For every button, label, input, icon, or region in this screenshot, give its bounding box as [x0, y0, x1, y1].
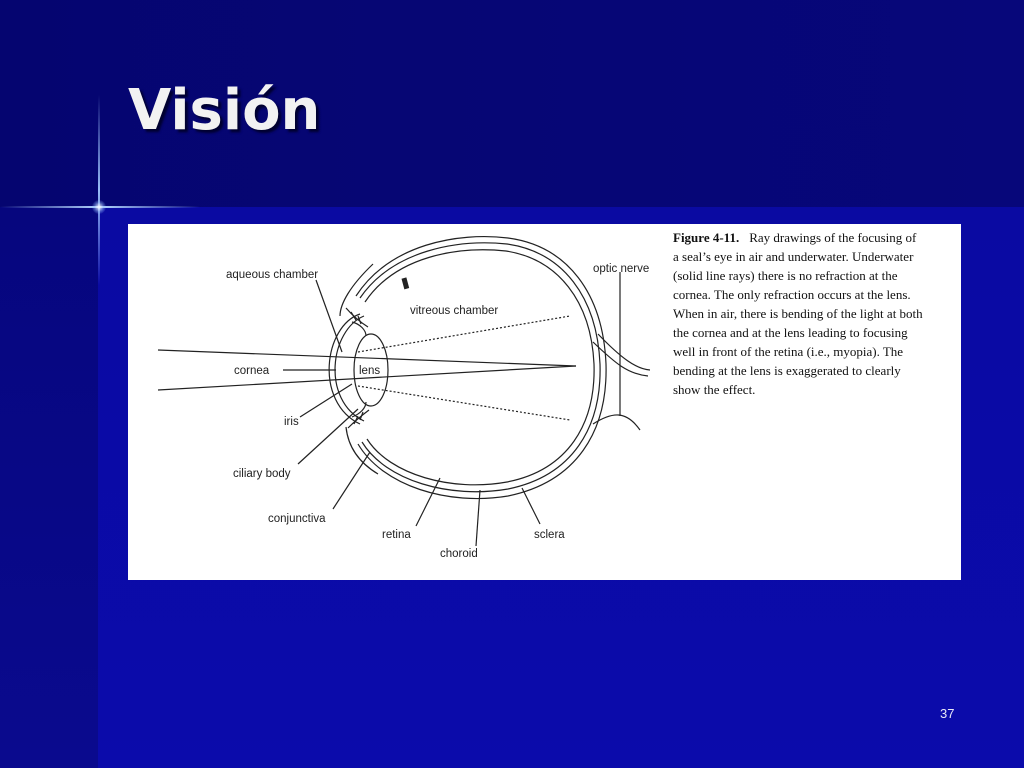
figure-number: Figure 4-11.	[673, 230, 740, 245]
figure-caption	[673, 228, 923, 399]
fleck-mark	[402, 277, 410, 289]
figure-caption-text: Ray drawings of the focusing of a seal’s eye in air and underwater. Underwater (solid line rays) there is no refraction at the cornea. The only refraction occurs at the lens. When in air, there is bending of the light at both the cornea and at the lens leading to focusing well in front of the retina (i.e., myopia). The bending at the lens is exaggerated to clearly show the effect.	[673, 230, 923, 397]
label-sclera: sclera	[534, 529, 565, 541]
slide-title: Visión	[128, 78, 321, 143]
label-choroid: choroid	[440, 548, 478, 560]
label-ciliary-body: ciliary body	[233, 468, 291, 480]
label-optic-nerve: optic nerve	[593, 263, 650, 275]
label-vitreous-chamber: vitreous chamber	[410, 305, 499, 317]
label-lens: lens	[359, 365, 381, 377]
slide-number: 37	[940, 706, 955, 721]
label-conjunctiva: conjunctiva	[268, 513, 326, 525]
label-cornea: cornea	[234, 365, 270, 377]
label-iris: iris	[284, 416, 299, 428]
left-band	[0, 207, 98, 768]
figure-image	[128, 224, 961, 580]
light-flare-vertical	[98, 95, 100, 285]
label-retina: retina	[382, 529, 411, 541]
choroid-outline	[360, 243, 600, 492]
label-aqueous-chamber: aqueous chamber	[226, 269, 319, 281]
light-flare-core	[92, 200, 106, 214]
